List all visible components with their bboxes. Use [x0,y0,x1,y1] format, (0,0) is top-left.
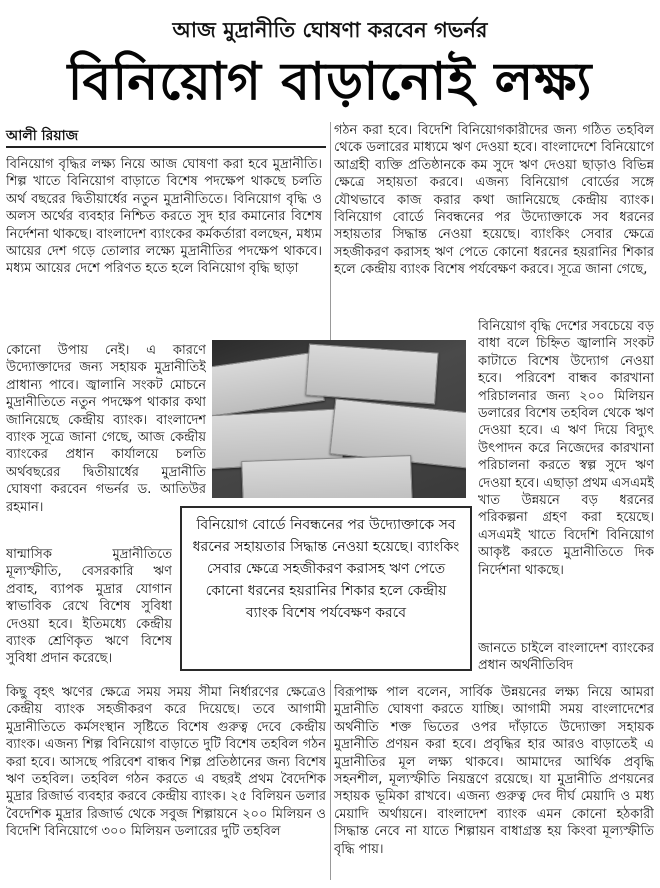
article-text-col1-bottom: কিছু বৃহৎ ঋণের ক্ষেত্রে সময় সময় সীমা নির্ধারণের ক্ষেত্রেও কেন্দ্রীয় ব্যাংক সহজীকরণ করে দিয়েছে। তবে আগামী মুদ্রানীতিতে কর্মসংস্থান সৃষ্টিতে বিশেষ গুরুত্ব দেবে কেন্দ্রীয় ব্যাংক। এজন্য শিল্প বিনিয়োগ বাড়াতে দুটি বিশেষ তহবিল গঠন করা হবে। আসছে পরিবেশ বান্ধব শিল্প প্রতিষ্ঠানের জন্য বিশেষ ঋণ তহবিল। তহবিল গঠন করতে এ বছরই প্রথম বৈদেশিক মুদ্রার রিজার্ভ ব্যবহার করবে কেন্দ্রীয় ব্যাংক। ২৫ বিলিয়ন ডলার বৈদেশিক মুদ্রার রিজার্ভ থেকে সবুজ শিল্পায়নে ২০০ মিলিয়ন ও বিদেশি বিনিয়োগে ৩০০ মিলিয়ন ডলারের দুটি তহবিল [6,685,326,840]
column-divider-lower [330,680,331,880]
pull-quote-text: বিনিয়োগ বোর্ডে নিবন্ধনের পর উদ্যোক্তাকে সব ধরনের সহায়তার সিদ্ধান্ত নেওয়া হয়েছে। ব্যাংকিং সেবার ক্ষেত্রে সহজীকরণ করাসহ ঋণ পেতে কোনো ধরনের হয়রানির শিকার হলে কেন্দ্রীয় ব্যাংক বিশেষ পর্যবেক্ষণ করবে [192,517,460,621]
article-text-col2-low: জানতে চাইলে বাংলাদেশ ব্যাংকের প্রধান অর্থনীতিবিদ [478,641,654,674]
article-text-col1-low: ষান্মাসিক মুদ্রানীতিতে মূল্যস্ফীতি, বেসরকারি ঋণ প্রবাহ, ব্যাপক মুদ্রার যোগান স্বাভাবিক রেখে বিশেষ সুবিধা দেওয়া হবে। ইতিমধ্যে কেন্দ্রীয় ব্যাংক শ্রেণিকৃত ঋণে বিশেষ সুবিধা প্রদান করেছে। [6,547,172,667]
article-text-col1-top: বিনিয়োগ বৃদ্ধির লক্ষ্য নিয়ে আজ ঘোষণা করা হবে মুদ্রানীতি। শিল্প খাতে বিনিয়োগ বাড়াতে বিশেষ পদক্ষেপ থাকছে চলতি অর্থ বছরের দ্বিতীয়ার্ধের নতুন মুদ্রানীতিতে। বিনিয়োগ বৃদ্ধি ও অলস অর্থের ব্যবহার নিশ্চিত করতে সুদ হার কমানোর বিশেষ নির্দেশনা থাকছে। বাংলাদেশ ব্যাংকের কর্মকর্তারা বলছেন, মধ্যম আয়ের দেশ গড়ে তোলার লক্ষ্যে মুদ্রানীতির পদক্ষেপ থাকবে। মধ্যম আয়ের দেশে পরিণত হতে হলে বিনিয়োগ বৃদ্ধি ছাড়া [6,157,322,277]
banknotes-photo [212,340,466,498]
article-text-col2-mid: বিনিয়োগ বৃদ্ধি দেশের সবচেয়ে বড় বাধা বলে চিহ্নিত জ্বালানি সংকট কাটাতে বিশেষ উদ্যোগ নেওয়া হবে। পরিবেশ বান্ধব কারখানা পরিচালনার জন্য ২০০ মিলিয়ন ডলারের বিশেষ তহবিল থেকে ঋণ দেওয়া হবে। এ ঋণ দিয়ে বিদ্যুৎ উৎপাদন করে নিজেদের কারখানা পরিচালনা করতে স্বল্প সুদে ঋণ দেওয়া হবে। এছাড়া প্রথম এসএমই খাত উন্নয়নে বড় ধরনের পরিকল্পনা গ্রহণ করা হয়েছে। এসএমই খাতে বিদেশি বিনিয়োগ আকৃষ্ট করতে মুদ্রানীতিতে দিক নির্দেশনা থাকছে। [478,319,654,578]
pull-quote-box [180,506,472,671]
article-text-col2-bottom: বিরূপাক্ষ পাল বলেন, সার্বিক উন্নয়নের লক্ষ্য নিয়ে আমরা মুদ্রানীতি ঘোষণা করতে যাচ্ছি। আগামী সময় বাংলাদেশের অর্থনীতি শক্ত ভিতের ওপর দাঁড়াতে উদ্যোক্তা সহায়ক মুদ্রানীতি প্রণয়ন করা হবে। প্রবৃদ্ধির হার আরও বাড়াতেই এ মুদ্রানীতির মূল লক্ষ্য থাকবে। আমাদের আর্থিক প্রবৃদ্ধি সহনশীল, মূল্যস্ফীতি নিয়ন্ত্রণে রয়েছে। যা মুদ্রানীতি প্রণয়নের সহায়ক ভূমিকা রাখবে। এজন্য গুরুত্ব দেব দীর্ঘ মেয়াদি ও মধ্য মেয়াদি অর্থায়নে। বাংলাদেশ ব্যাংক এমন কোনো হঠকারী সিদ্ধান্ত নেবে না যাতে শিল্পায়ন বাধাগ্রস্ত হয় কিংবা মূল্যস্ফীতি বৃদ্ধি পায়। [334,685,654,857]
byline: আলী রিয়াজ [6,128,79,144]
main-headline: বিনিয়োগ বাড়ানোই লক্ষ্য [67,52,593,112]
banknote-bundle [241,455,413,498]
kicker-headline: আজ মুদ্রানীতি ঘোষণা করবেন গভর্নর [172,18,488,42]
byline-divider [6,146,326,148]
article-text-col1-mid: কোনো উপায় নেই। এ কারণে উদ্যোক্তাদের জন্য সহায়ক মুদ্রানীতিই প্রাধান্য পাবে। জ্বালানি সংকট মোচনে মুদ্রানীতিতে নতুন পদক্ষেপ থাকার কথা জানিয়েছে কেন্দ্রীয় ব্যাংক। বাংলাদেশ ব্যাংক সূত্রে জানা গেছে, আজ কেন্দ্রীয় ব্যাংকের প্রধান কার্যালয়ে চলতি অর্থবছরের দ্বিতীয়ার্ধের মুদ্রানীতি ঘোষণা করবেন গভর্নর ড. আতিউর রহমান। [6,343,206,515]
column-divider [330,122,331,340]
banknote-bundle [305,344,438,405]
article-text-col2-top: গঠন করা হবে। বিদেশি বিনিয়োগকারীদের জন্য গঠিত তহবিল থেকে ডলারের মাধ্যমে ঋণ দেওয়া হবে। বাংলাদেশে বিনিয়োগে আগ্রহী ব্যক্তি প্রতিষ্ঠানকে কম সুদে ঋণ দেওয়া ছাড়াও বিভিন্ন ক্ষেত্রে সহায়তা করবে। এজন্য বিনিয়োগ বোর্ডের সঙ্গে যৌথভাবে কাজ করার কথা জানিয়েছে কেন্দ্রীয় ব্যাংক। বিনিয়োগ বোর্ডে নিবন্ধনের পর উদ্যোক্তাকে সব ধরনের সহায়তার সিদ্ধান্ত নেওয়া হয়েছে। ব্যাংকিং সেবার ক্ষেত্রে সহজীকরণ করাসহ ঋণ পেতে কোনো ধরনের হয়রানির শিকার হলে কেন্দ্রীয় ব্যাংক বিশেষ পর্যবেক্ষণ করবে। সূত্রে জানা গেছে, [334,123,654,278]
